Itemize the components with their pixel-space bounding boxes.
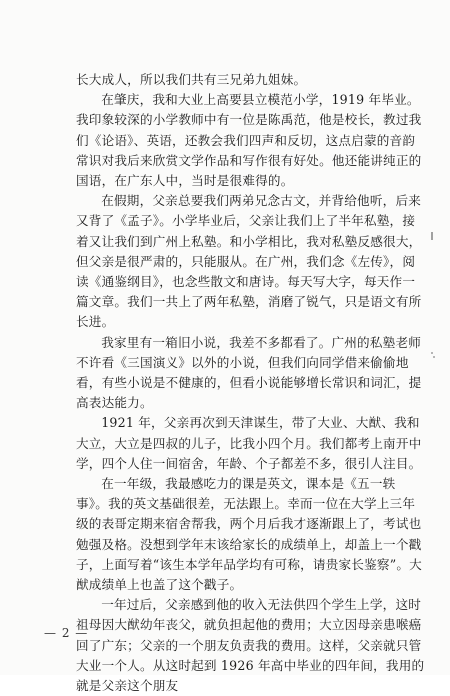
paragraph: 一年过后，父亲感到他的收入无法供四个学生上学，这时祖母因大猷幼年丧父，就负担起他的费用；大立因母亲患喉癌回了广东；父亲的一个朋友负责我的费用。这样，父亲就只管大业一个人。从这时起到 1926 年高中毕业的四年间，我用的就是父亲这个朋友	[76, 597, 425, 694]
scan-speck	[431, 352, 433, 354]
paragraph: 我家里有一箱旧小说，我差不多都看了。广州的私塾老师不许看《三国演义》以外的小说，但我们向同学借来偷偷地看，有些小说是不健康的，但看小说能够增长常识和词汇，提高表达能力。	[76, 334, 422, 411]
paragraph: 在一年级，我最感吃力的课是英文，课本是《五一轶事》。我的英文基础很差，无法跟上。幸而一位在大学上三年级的表哥定期来宿舍帮我，两个月后我才逐渐跟上了，考试也勉强及格。没想到学年末该给家长的成绩单上，却盖上一个戳子，上面写着“该生本学年品学均有可称，请贵家长鉴察”。大猷成绩单上也盖了这个戳子。	[76, 476, 422, 593]
paragraph: 长大成人，所以我们共有三兄弟九姐妹。	[76, 72, 307, 87]
paragraph: 在假期，父亲总要我们两弟兄念古文，并背给他听，后来又背了《孟子》。小学毕业后，父亲让我们上了半年私塾，接着又让我们到广州上私塾。和小学相比，我对私塾反感很大，但父亲是很严肃的，只能服从。在广州，我们念《左传》，阅读《通鉴纲目》，也念些散文和唐诗。每天写大字，每天作一篇文章。我们一共上了两年私塾，消磨了锐气，只是语文有所长进。	[76, 193, 422, 330]
page-number: — 2 —	[44, 626, 89, 640]
body-text	[76, 70, 426, 696]
paragraph: 在肇庆，我和大业上高要县立模范小学，1919 年毕业。我印象较深的小学教师中有一位是陈禹范，他是校长，教过我们《论语》、英语，还教会我们四声和反切，这点启蒙的音韵常识对我后来欣赏文学作品和写作很有好处。他还能讲纯正的国语，在广东人中，当时是很难得的。	[76, 92, 422, 189]
scan-speck	[433, 356, 435, 358]
scan-mark	[431, 232, 433, 240]
paragraph: 1921 年，父亲再次到天津谋生，带了大业、大猷、我和大立，大立是四叔的儿子，比我小四个月。我们都考上南开中学，四个人住一间宿舍，年龄、个子都差不多，很引人注目。	[76, 415, 422, 471]
